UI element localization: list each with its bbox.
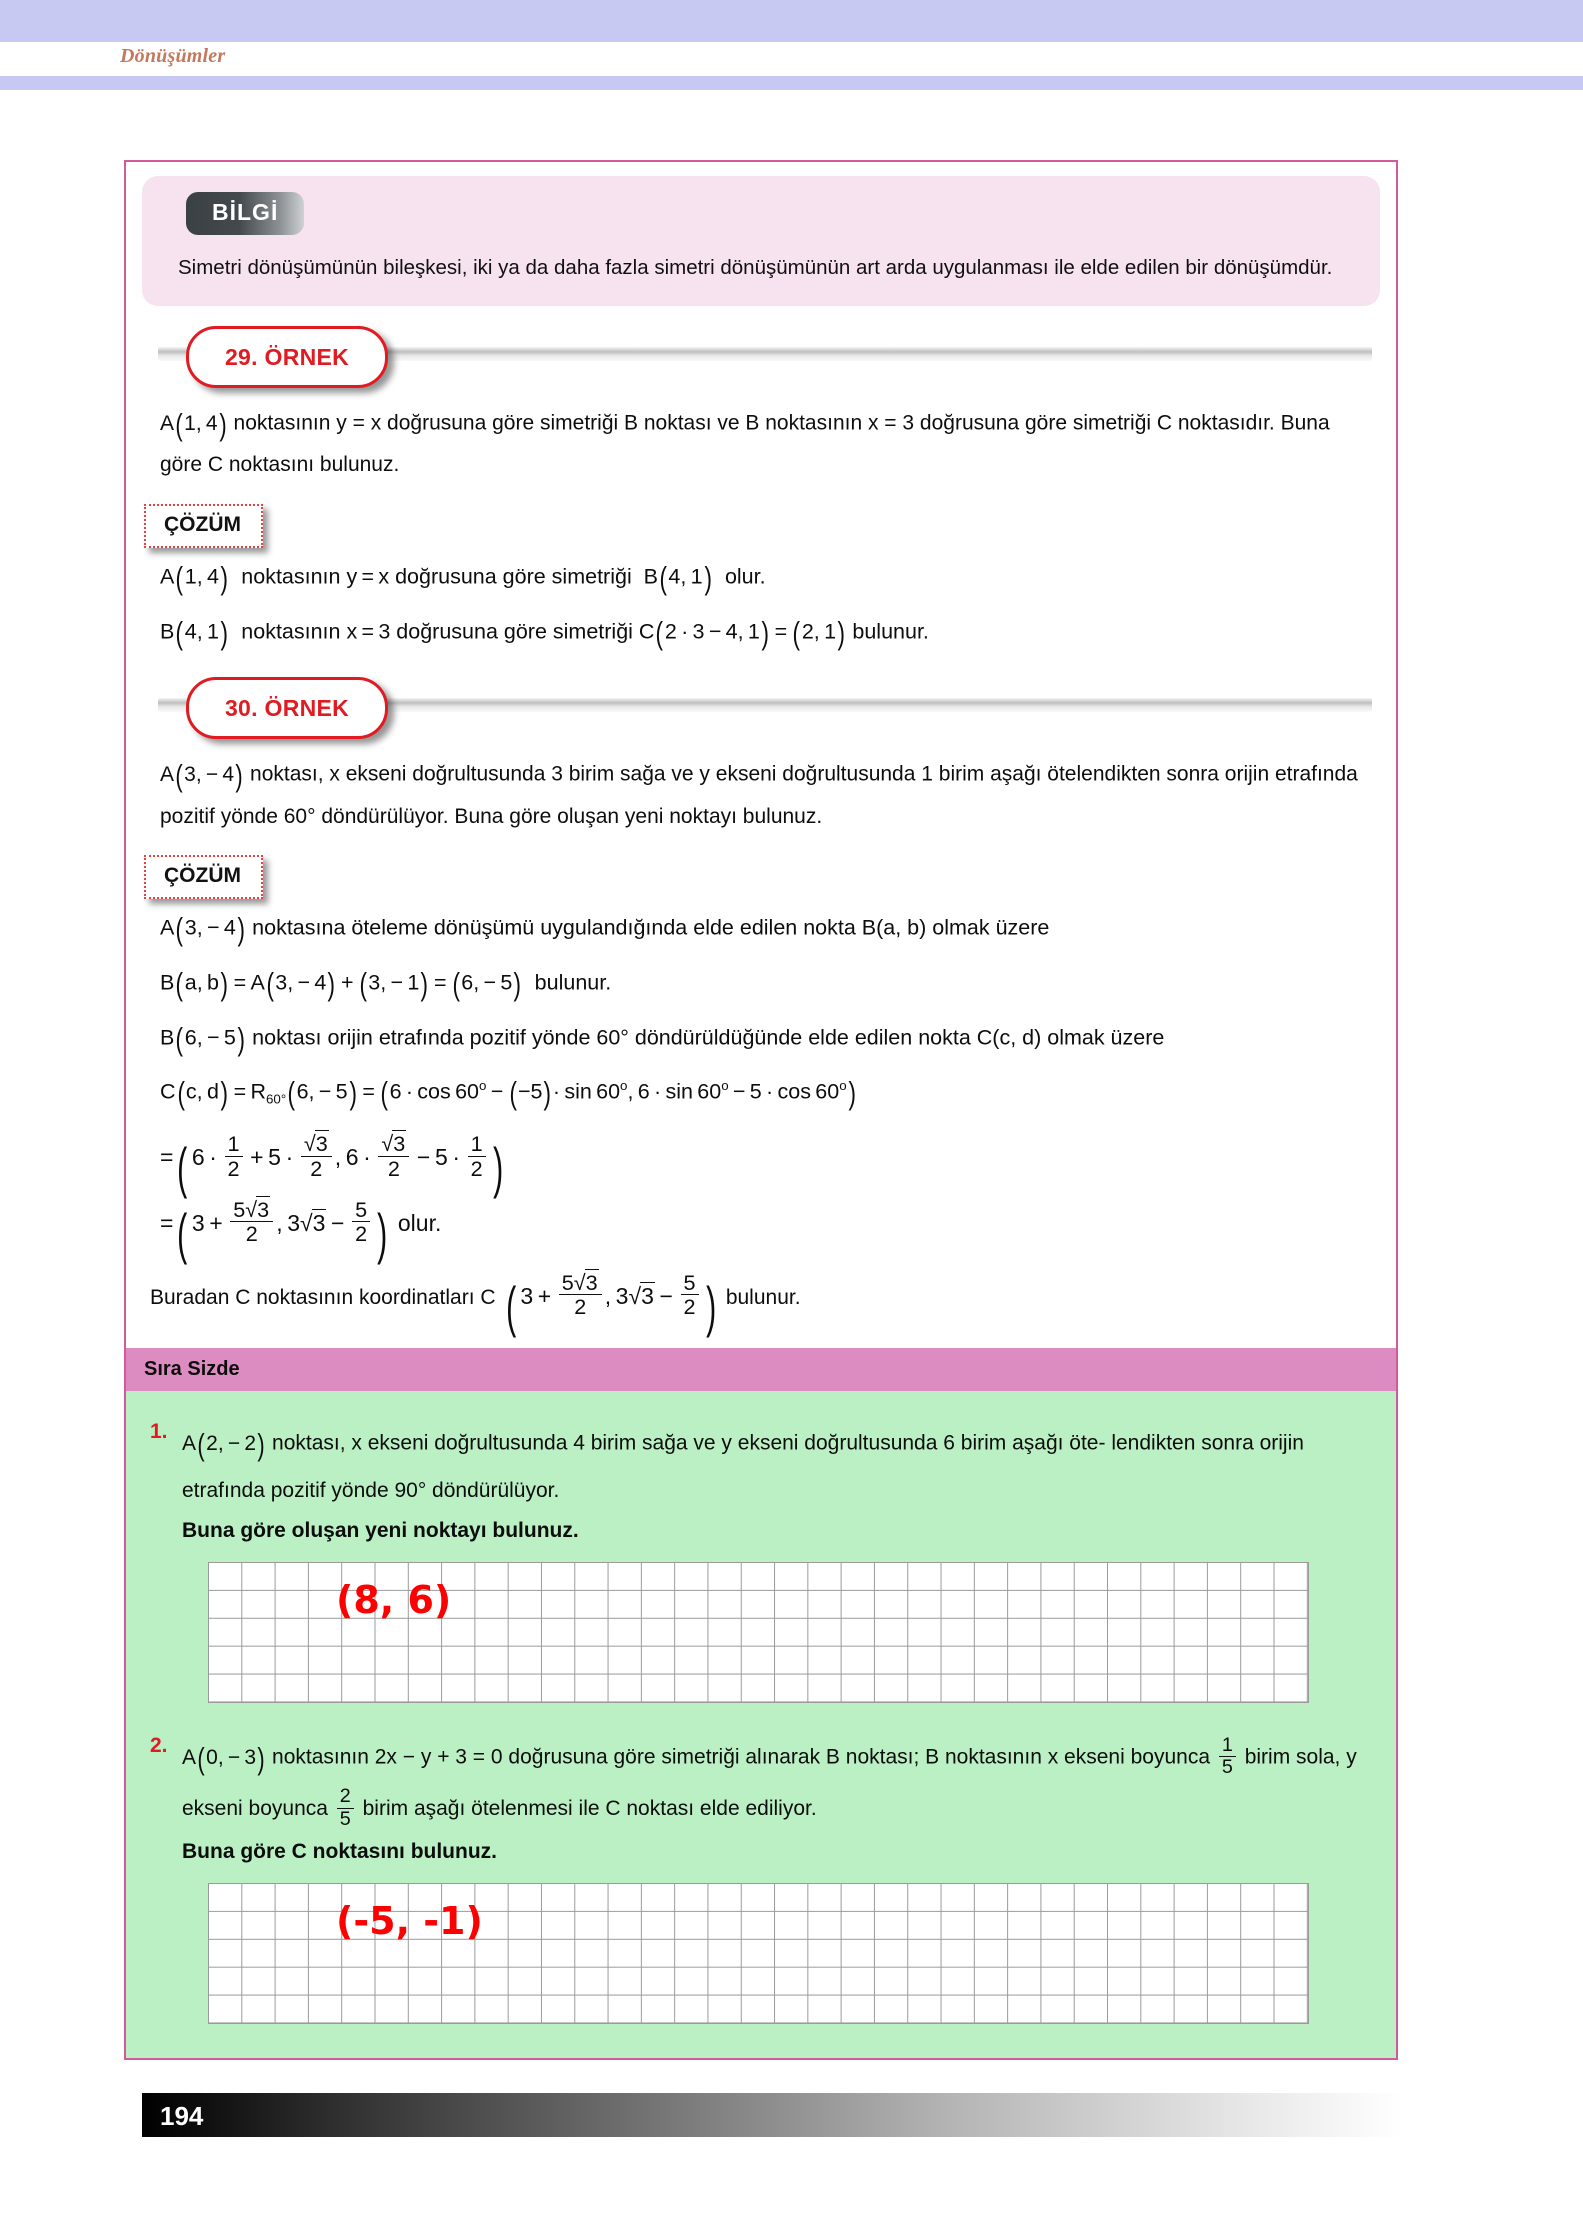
- question-1-line-2: lendikten sonra orijin etrafında pozitif yönde 90° döndürülüyor.: [182, 1431, 1304, 1502]
- question-2-number: 2.: [150, 1734, 168, 1758]
- header-band-top: [0, 0, 1583, 42]
- question-2-point: A(0, − 3): [182, 1742, 265, 1777]
- sol-line-1-text: noktasına öteleme dönüşümü uygulandığında elde edilen nokta B(a, b) olmak üzere: [252, 915, 1050, 940]
- example-30-label: 30. ÖRNEK: [224, 694, 350, 721]
- frac-2-numerator: 2: [339, 1785, 351, 1808]
- question-2-line-2-c: birim aşağı ötelenmesi ile C noktası elde ediliyor.: [362, 1797, 817, 1821]
- frac-1-denominator: 5: [1219, 1756, 1236, 1778]
- example-30-solution-line-7: Buradan C noktasının koordinatları C ( 3 + $\frac{5√3}{2}$ , 3√3 − $\frac{5}{2}$ ) bulunur.: [150, 1269, 801, 1339]
- answer-grid-2[interactable]: [208, 1883, 1309, 2024]
- example-29-banner: [148, 324, 1376, 386]
- question-2-fraction-1: [1219, 1735, 1236, 1779]
- example-29-solution-line-2: B(4, 1) noktasının x = 3 doğrusuna göre simetriği C(2 · 3 − 4, 1) = (2, 1) bulunur.: [160, 615, 929, 651]
- page-number: 194: [160, 2101, 204, 2131]
- example-30-banner: [148, 675, 1376, 737]
- question-2-line-2-b: birim sola, y ekseni boyunca: [182, 1745, 1357, 1821]
- example-30-solution-line-1: A(3, − 4) noktasına öteleme dönüşümü uygulandığında elde edilen nokta B(a, b) olmak üzere: [160, 912, 1050, 948]
- question-1-line-1: noktası, x ekseni doğrultusunda 4 birim sağa ve y ekseni doğrultusunda 6 birim aşağı öte-: [272, 1431, 1106, 1455]
- example-29-label: 29. ÖRNEK: [224, 343, 350, 370]
- frac-2-denominator: 5: [337, 1808, 354, 1830]
- header-band-bottom: [0, 76, 1583, 90]
- header-white-strip: [0, 42, 1583, 76]
- example-30-point-a: A(3, − 4): [160, 759, 243, 794]
- example-30-solution-line-3: B(6, − 5) noktası orijin etrafında pozitif yönde 60° döndürüldüğünde elde edilen nokta C(c, d) olmak üzere: [160, 1021, 1165, 1057]
- example-30-solution-line-4: C(c, $d) = R_{60^\circ}(6$, − $5) = (6 \cdot \cos 60^o - (-5)\cdot \sin 60^o$, $6 \cdot \sin 60^o - 5 \cdot \cos 60^o$): [160, 1076, 856, 1112]
- example-29-solution-tag: ÇÖZÜM: [144, 504, 263, 548]
- question-1-point: A(2, − 2): [182, 1428, 265, 1463]
- question-2-bold: Buna göre C noktasını bulunuz.: [182, 1840, 497, 1864]
- question-2-fraction-2: [337, 1786, 354, 1830]
- example-30-solution-line-6: =( 3 + $\frac{5√3}{2}$ , 3√3 − $\frac{5}{2}$ ) olur.: [160, 1196, 442, 1265]
- example-30-question-line-1: noktası, x ekseni doğrultusunda 3 birim sağa ve y ekseni doğrultusunda 1 birim aşağı ötelendikten: [250, 762, 1161, 786]
- example-29-question-text: noktasının y = x doğrusuna göre simetriği B noktası ve B noktasının x = 3 doğrusuna göre simetriği C noktasıdır. Buna göre C noktasını bulunuz.: [160, 411, 1330, 477]
- question-2-line-2-a: boyunca: [1130, 1745, 1211, 1769]
- question-2-line-1: noktasının 2x − y + 3 = 0 doğrusuna göre simetriği alınarak B noktası; B noktasının x ekseni: [272, 1745, 1125, 1769]
- sol-line-3-text: noktası orijin etrafında pozitif yönde 60° döndürüldüğünde elde edilen nokta C(c, d) olmak üzere: [252, 1025, 1165, 1050]
- sol-line-6-olur: olur.: [397, 1209, 442, 1236]
- info-box-tag: BİLGİ: [186, 192, 304, 235]
- info-box: [142, 176, 1380, 306]
- sira-question-2: [150, 1733, 1372, 1871]
- example-29-pill: [186, 326, 388, 388]
- example-29-solution-line-1: A(1, 4) noktasının y = x doğrusuna göre simetriği B(4, 1) olur.: [160, 560, 766, 596]
- sira-question-1: [150, 1419, 1372, 1550]
- question-1-number: 1.: [150, 1420, 168, 1444]
- info-box-text: Simetri dönüşümünün bileşkesi, iki ya da daha fazla simetri dönüşümünün art arda uygulanması ile elde edilen bir dönüşümdür.: [178, 256, 1333, 279]
- answer-2-value: (-5, -1): [336, 1898, 483, 1943]
- sira-sizde-body: [126, 1391, 1396, 2057]
- example-30-pill: [186, 677, 388, 739]
- content-frame: [124, 160, 1398, 2060]
- sira-sizde-heading: Sıra Sizde: [126, 1348, 1396, 1391]
- question-2-text: [182, 1733, 1372, 1871]
- answer-1-value: (8, 6): [336, 1578, 452, 1623]
- sol-line-7-prefix: Buradan C noktasının koordinatları C: [150, 1285, 496, 1309]
- example-30-solution-line-2: B(a, b) = A(3, − 4) + (3, − 1) = (6, − 5) bulunur.: [160, 966, 612, 1002]
- question-1-bold: Buna göre oluşan yeni noktayı bulunuz.: [182, 1519, 579, 1543]
- frac-1-numerator: 1: [1221, 1733, 1233, 1756]
- example-30-solution-line-5: =( 6 · $\frac{1}{2}$ + 5 · $\frac{√3}{2}$ , 6 · $\frac{√3}{2}$ − 5 · $\frac{1}{2}$ ): [160, 1131, 503, 1200]
- example-30-question-line-2: sonra orijin etrafında pozitif yönde 60° döndürülüyor. Buna göre oluşan yeni noktayı bulunuz.: [160, 762, 1358, 828]
- page-number-bar: [142, 2093, 1402, 2137]
- answer-grid-1[interactable]: [208, 1562, 1309, 1703]
- question-1-text: [182, 1419, 1372, 1550]
- example-29-question: [160, 402, 1366, 482]
- example-29-point-a: A(1, 4): [160, 408, 227, 443]
- chapter-title: Dönüşümler: [120, 45, 226, 67]
- example-30-solution-tag: ÇÖZÜM: [144, 855, 263, 899]
- example-30-question: [160, 753, 1366, 833]
- sol-line-7-suffix: bulunur.: [725, 1285, 801, 1309]
